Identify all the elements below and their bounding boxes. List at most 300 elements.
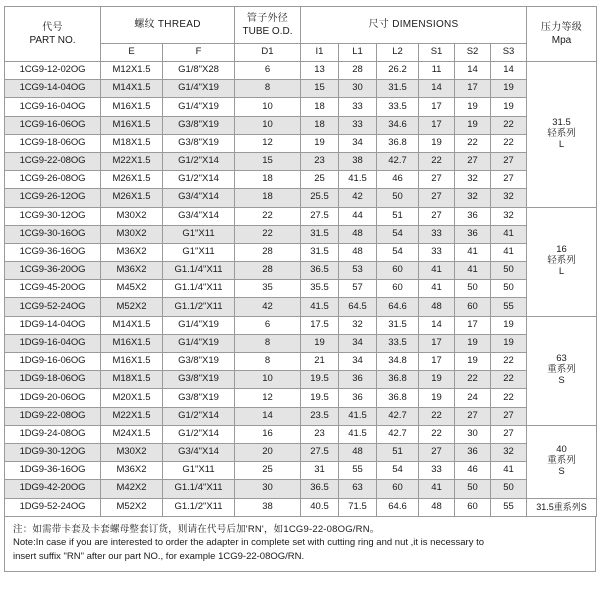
cell-thread-e: M18X1.5 [101,371,163,389]
cell-dim-l1: 32 [339,316,377,334]
cell-dim-l1: 34 [339,134,377,152]
cell-dim-s3: 22 [491,116,527,134]
cell-dim-l1: 48 [339,243,377,261]
table-row [5,116,597,134]
cell-dim-l2: 54 [377,462,419,480]
pressure-series-code: S [558,375,565,387]
cell-dim-l2: 36.8 [377,134,419,152]
table-row [5,280,597,298]
cell-thread-e: M24X1.5 [101,425,163,443]
cell-dim-s3: 32 [491,189,527,207]
header-col-d1: D1 [235,44,301,62]
cell-part-no: 1CG9-14-04OG [5,80,101,98]
header-pressure-cn: 压力等级 [540,21,583,33]
cell-dim-s3: 22 [491,389,527,407]
table-row [5,425,597,443]
cell-thread-e: M16X1.5 [101,353,163,371]
cell-tube-od-d1: 15 [235,152,301,170]
cell-part-no: 1CG9-30-16OG [5,225,101,243]
cell-dim-s2: 60 [455,298,491,316]
cell-tube-od-d1: 12 [235,134,301,152]
table-row [5,371,597,389]
cell-dim-l1: 64.5 [339,298,377,316]
cell-dim-s1: 27 [419,171,455,189]
cell-dim-i1: 19 [301,134,339,152]
cell-dim-s3: 19 [491,316,527,334]
cell-dim-i1: 13 [301,62,339,80]
cell-dim-l1: 28 [339,62,377,80]
table-body [5,62,597,517]
cell-dim-s1: 33 [419,243,455,261]
cell-dim-s1: 48 [419,298,455,316]
header-col-f: F [163,44,235,62]
cell-thread-e: M52X2 [101,498,163,516]
cell-dim-l1: 36 [339,371,377,389]
cell-dim-s3: 41 [491,243,527,261]
cell-thread-e: M52X2 [101,298,163,316]
cell-thread-f: G1.1/4"X11 [163,280,235,298]
cell-dim-s3: 50 [491,280,527,298]
header-tube-od-cn: 管子外径 [246,12,289,24]
pressure-series-code: S [558,466,565,478]
cell-tube-od-d1: 8 [235,80,301,98]
cell-dim-s3: 41 [491,225,527,243]
cell-dim-l2: 60 [377,480,419,498]
table-row [5,462,597,480]
cell-dim-s3: 19 [491,334,527,352]
cell-dim-l1: 71.5 [339,498,377,516]
cell-part-no: 1DG9-52-24OG [5,498,101,516]
pressure-series-cn: 轻系列 [547,127,576,139]
header-col-s1: S1 [419,44,455,62]
cell-part-no: 1CG9-12-02OG [5,62,101,80]
cell-dim-s1: 33 [419,225,455,243]
cell-dim-s3: 27 [491,171,527,189]
cell-dim-s1: 17 [419,116,455,134]
cell-thread-f: G1/2"X14 [163,407,235,425]
pressure-value: 16 [556,244,567,256]
cell-thread-f: G1/2"X14 [163,152,235,170]
footnote-english-line-2: insert suffix "RN" after our part NO., for example 1CG9-22-08OG/RN. [13,551,305,563]
cell-dim-s2: 19 [455,334,491,352]
cell-thread-f: G1.1/2"X11 [163,298,235,316]
cell-thread-f: G3/8"X19 [163,353,235,371]
cell-dim-l1: 30 [339,80,377,98]
cell-part-no: 1CG9-18-06OG [5,134,101,152]
cell-dim-i1: 23 [301,152,339,170]
table-row [5,498,597,516]
header-part-no-en: PART NO. [29,35,76,46]
cell-thread-f: G3/8"X19 [163,389,235,407]
pressure-series-cn: 重系列 [547,455,576,467]
cell-dim-i1: 21 [301,353,339,371]
cell-thread-f: G1/4"X19 [163,98,235,116]
cell-dim-s2: 32 [455,189,491,207]
cell-dim-i1: 35.5 [301,280,339,298]
cell-dim-i1: 36.5 [301,480,339,498]
header-col-i1: I1 [301,44,339,62]
table-row [5,80,597,98]
cell-dim-l1: 38 [339,152,377,170]
cell-thread-e: M16X1.5 [101,334,163,352]
header-dimensions-combined: 尺寸 DIMENSIONS [368,19,459,31]
cell-dim-l1: 57 [339,280,377,298]
cell-dim-l2: 50 [377,189,419,207]
cell-thread-f: G1/2"X14 [163,171,235,189]
cell-tube-od-d1: 12 [235,389,301,407]
specification-table [4,6,597,517]
header-col-e: E [101,44,163,62]
cell-dim-l2: 31.5 [377,316,419,334]
cell-dim-s3: 50 [491,262,527,280]
cell-dim-l1: 48 [339,443,377,461]
cell-dim-i1: 19.5 [301,389,339,407]
pressure-series-cn: 轻系列 [547,255,576,267]
cell-thread-e: M14X1.5 [101,80,163,98]
table-header [5,7,597,62]
cell-dim-s1: 17 [419,353,455,371]
cell-thread-f: G1"X11 [163,243,235,261]
cell-dim-s3: 22 [491,371,527,389]
header-tube-od-en: TUBE O.D. [242,26,293,37]
header-col-l2: L2 [377,44,419,62]
cell-dim-s2: 14 [455,62,491,80]
cell-dim-s2: 19 [455,98,491,116]
cell-tube-od-d1: 10 [235,116,301,134]
cell-dim-s2: 36 [455,207,491,225]
cell-dim-s1: 14 [419,316,455,334]
cell-dim-l2: 54 [377,225,419,243]
cell-dim-l2: 64.6 [377,298,419,316]
cell-pressure-rating [527,316,597,425]
cell-dim-i1: 19.5 [301,371,339,389]
table-row [5,171,597,189]
cell-tube-od-d1: 16 [235,425,301,443]
cell-dim-s1: 48 [419,498,455,516]
cell-dim-s1: 11 [419,62,455,80]
cell-dim-s3: 14 [491,62,527,80]
cell-part-no: 1CG9-16-04OG [5,98,101,116]
header-part-no [5,7,101,62]
cell-thread-e: M12X1.5 [101,62,163,80]
cell-thread-e: M36X2 [101,262,163,280]
cell-dim-l2: 33.5 [377,334,419,352]
cell-dim-s1: 27 [419,443,455,461]
pressure-series-code: L [558,266,565,278]
cell-dim-s1: 27 [419,207,455,225]
cell-tube-od-d1: 8 [235,353,301,371]
cell-thread-f: G1/4"X19 [163,80,235,98]
cell-dim-l1: 55 [339,462,377,480]
cell-dim-l2: 42.7 [377,152,419,170]
cell-dim-s1: 14 [419,80,455,98]
cell-dim-s2: 22 [455,134,491,152]
cell-dim-s2: 32 [455,171,491,189]
cell-thread-e: M30X2 [101,225,163,243]
cell-part-no: 1CG9-52-24OG [5,298,101,316]
table-row [5,480,597,498]
cell-thread-e: M26X1.5 [101,171,163,189]
cell-dim-s2: 36 [455,443,491,461]
cell-tube-od-d1: 10 [235,371,301,389]
cell-dim-l1: 53 [339,262,377,280]
cell-tube-od-d1: 42 [235,298,301,316]
cell-thread-f: G3/4"X14 [163,189,235,207]
cell-dim-l1: 34 [339,334,377,352]
cell-dim-s3: 19 [491,80,527,98]
cell-thread-e: M16X1.5 [101,116,163,134]
cell-part-no: 1CG9-16-06OG [5,116,101,134]
cell-thread-e: M22X1.5 [101,407,163,425]
cell-dim-s2: 30 [455,425,491,443]
table-row [5,316,597,334]
cell-dim-s3: 32 [491,207,527,225]
cell-thread-e: M30X2 [101,207,163,225]
cell-dim-l1: 63 [339,480,377,498]
table-row [5,334,597,352]
cell-part-no: 1DG9-30-12OG [5,443,101,461]
table-row [5,262,597,280]
cell-dim-s1: 17 [419,334,455,352]
cell-thread-f: G3/8"X19 [163,116,235,134]
cell-tube-od-d1: 25 [235,462,301,480]
cell-dim-l2: 42.7 [377,407,419,425]
cell-dim-i1: 23.5 [301,407,339,425]
header-pressure-unit: Mpa [551,35,572,46]
cell-thread-f: G1.1/2"X11 [163,498,235,516]
cell-dim-l2: 51 [377,443,419,461]
cell-dim-s3: 55 [491,498,527,516]
cell-tube-od-d1: 35 [235,280,301,298]
cell-dim-s3: 22 [491,353,527,371]
cell-dim-s2: 27 [455,407,491,425]
cell-pressure-rating [527,425,597,498]
cell-thread-f: G3/4"X14 [163,207,235,225]
cell-part-no: 1DG9-16-04OG [5,334,101,352]
header-pressure [527,7,597,62]
cell-dim-l2: 64.6 [377,498,419,516]
cell-dim-s1: 41 [419,262,455,280]
cell-dim-l2: 36.8 [377,389,419,407]
cell-dim-l2: 31.5 [377,80,419,98]
table-row [5,98,597,116]
pressure-value: 63 [556,353,567,365]
cell-dim-l1: 33 [339,116,377,134]
cell-dim-i1: 36.5 [301,262,339,280]
cell-thread-f: G1"X11 [163,462,235,480]
cell-dim-s1: 19 [419,371,455,389]
cell-dim-s3: 55 [491,298,527,316]
cell-dim-l2: 36.8 [377,371,419,389]
cell-dim-s2: 60 [455,498,491,516]
header-col-s2: S2 [455,44,491,62]
cell-dim-s2: 19 [455,353,491,371]
cell-dim-l1: 41.5 [339,407,377,425]
cell-dim-i1: 41.5 [301,298,339,316]
cell-dim-l2: 54 [377,243,419,261]
pressure-series-code: L [558,138,565,150]
cell-thread-f: G3/8"X19 [163,134,235,152]
cell-tube-od-d1: 8 [235,334,301,352]
cell-dim-s2: 22 [455,371,491,389]
table-row [5,298,597,316]
cell-dim-s3: 41 [491,462,527,480]
cell-dim-s2: 46 [455,462,491,480]
table-row [5,134,597,152]
cell-pressure-rating [527,207,597,316]
cell-thread-e: M26X1.5 [101,189,163,207]
cell-tube-od-d1: 30 [235,480,301,498]
cell-part-no: 1DG9-24-08OG [5,425,101,443]
header-thread [101,7,235,44]
cell-dim-i1: 27.5 [301,207,339,225]
cell-dim-i1: 40.5 [301,498,339,516]
cell-dim-s2: 17 [455,316,491,334]
cell-dim-i1: 31.5 [301,243,339,261]
pressure-series-cn: 重系列 [547,364,576,376]
cell-tube-od-d1: 22 [235,225,301,243]
cell-dim-s3: 27 [491,425,527,443]
pressure-value: 40 [556,444,567,456]
cell-thread-e: M36X2 [101,462,163,480]
table-row [5,62,597,80]
table-row [5,243,597,261]
cell-dim-s3: 50 [491,480,527,498]
cell-dim-i1: 27.5 [301,443,339,461]
table-row [5,443,597,461]
cell-dim-l2: 60 [377,262,419,280]
cell-thread-e: M45X2 [101,280,163,298]
cell-thread-e: M14X1.5 [101,316,163,334]
cell-dim-s1: 19 [419,389,455,407]
cell-part-no: 1DG9-16-06OG [5,353,101,371]
footnote [4,517,596,572]
footnote-chinese: 注：如需带卡套及卡套螺母整套订货，则请在代号后加'RN'，如1CG9-22-08OG/RN。 [13,523,380,535]
cell-thread-e: M36X2 [101,243,163,261]
cell-dim-l1: 44 [339,207,377,225]
cell-dim-l2: 34.8 [377,353,419,371]
cell-pressure-rating [527,62,597,208]
cell-dim-l1: 33 [339,98,377,116]
cell-dim-i1: 15 [301,80,339,98]
cell-dim-s3: 27 [491,152,527,170]
cell-part-no: 1DG9-36-16OG [5,462,101,480]
cell-dim-l2: 33.5 [377,98,419,116]
cell-dim-s3: 32 [491,443,527,461]
cell-thread-e: M16X1.5 [101,98,163,116]
table-row [5,152,597,170]
cell-dim-i1: 25 [301,171,339,189]
cell-tube-od-d1: 6 [235,316,301,334]
cell-dim-l1: 36 [339,389,377,407]
cell-dim-s2: 24 [455,389,491,407]
cell-part-no: 1CG9-36-16OG [5,243,101,261]
cell-dim-s2: 50 [455,480,491,498]
cell-dim-l1: 41.5 [339,425,377,443]
cell-dim-s3: 27 [491,407,527,425]
cell-dim-s1: 17 [419,98,455,116]
cell-dim-l1: 48 [339,225,377,243]
table-row [5,189,597,207]
cell-tube-od-d1: 14 [235,407,301,425]
table-row [5,407,597,425]
table-row [5,353,597,371]
cell-thread-f: G1.1/4"X11 [163,480,235,498]
cell-dim-s2: 36 [455,225,491,243]
header-col-s3: S3 [491,44,527,62]
cell-dim-l2: 60 [377,280,419,298]
cell-part-no: 1DG9-42-20OG [5,480,101,498]
cell-dim-s1: 22 [419,425,455,443]
cell-dim-s1: 41 [419,480,455,498]
cell-dim-s2: 27 [455,152,491,170]
cell-tube-od-d1: 28 [235,262,301,280]
cell-dim-i1: 18 [301,98,339,116]
cell-thread-e: M22X1.5 [101,152,163,170]
cell-dim-l1: 34 [339,353,377,371]
cell-part-no: 1CG9-22-08OG [5,152,101,170]
cell-tube-od-d1: 28 [235,243,301,261]
cell-thread-e: M42X2 [101,480,163,498]
cell-tube-od-d1: 10 [235,98,301,116]
cell-tube-od-d1: 22 [235,207,301,225]
cell-part-no: 1DG9-22-08OG [5,407,101,425]
cell-dim-l2: 26.2 [377,62,419,80]
cell-dim-s1: 33 [419,462,455,480]
cell-part-no: 1DG9-20-06OG [5,389,101,407]
cell-dim-s3: 19 [491,98,527,116]
cell-thread-f: G1/4"X19 [163,316,235,334]
table-row [5,389,597,407]
cell-dim-s1: 22 [419,407,455,425]
cell-dim-s1: 41 [419,280,455,298]
cell-dim-l2: 42.7 [377,425,419,443]
cell-dim-s2: 17 [455,80,491,98]
cell-part-no: 1DG9-18-06OG [5,371,101,389]
cell-part-no: 1CG9-45-20OG [5,280,101,298]
cell-dim-s3: 22 [491,134,527,152]
cell-tube-od-d1: 6 [235,62,301,80]
cell-dim-i1: 31.5 [301,225,339,243]
cell-dim-i1: 19 [301,334,339,352]
cell-tube-od-d1: 38 [235,498,301,516]
cell-pressure-rating: 31.5重系列S [527,498,597,516]
cell-dim-i1: 31 [301,462,339,480]
cell-thread-f: G1/2"X14 [163,425,235,443]
cell-dim-i1: 17.5 [301,316,339,334]
table-row [5,225,597,243]
cell-thread-f: G3/8"X19 [163,371,235,389]
cell-dim-s2: 50 [455,280,491,298]
cell-dim-l1: 41.5 [339,171,377,189]
cell-part-no: 1DG9-14-04OG [5,316,101,334]
cell-dim-s2: 41 [455,243,491,261]
pressure-value: 31.5 [552,116,571,128]
cell-dim-s2: 41 [455,262,491,280]
cell-dim-i1: 18 [301,116,339,134]
footnote-english-line-1: Note:In case if you are interested to order the adapter in complete set with cutting ring and nut ,it is necessary to [13,537,485,549]
cell-thread-f: G1/4"X19 [163,334,235,352]
cell-tube-od-d1: 18 [235,171,301,189]
cell-dim-l1: 42 [339,189,377,207]
cell-dim-l2: 51 [377,207,419,225]
cell-dim-s1: 22 [419,152,455,170]
cell-part-no: 1CG9-26-08OG [5,171,101,189]
cell-dim-i1: 25.5 [301,189,339,207]
header-part-no-cn: 代号 [42,21,63,33]
header-dimensions [301,7,527,44]
cell-thread-f: G3/4"X14 [163,443,235,461]
